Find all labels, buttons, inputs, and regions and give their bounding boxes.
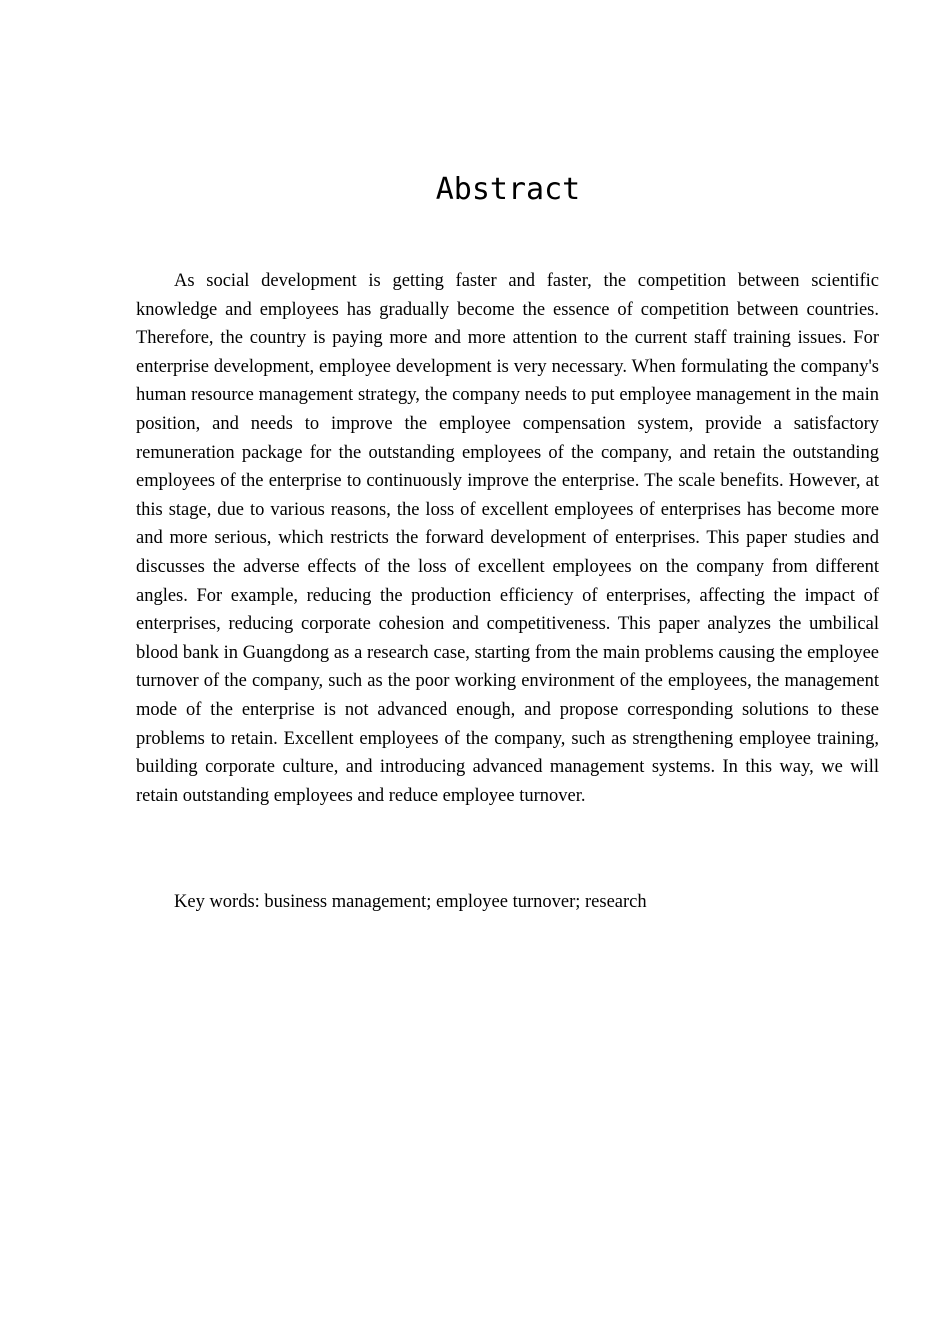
abstract-title: Abstract bbox=[435, 172, 581, 207]
keywords-line: Key words: business management; employee turnover; research bbox=[174, 892, 647, 912]
abstract-paragraph: As social development is getting faster and faster, the competition between scientific knowledge and employees has gradually become the essence of competition between countries. Therefore, the country is paying more and more attention to the current staff training issues. For enterprise development, employee development is very necessary. When formulating the company's human resource management strategy, the company needs to put employee management in the main position, and needs to improve the employee compensation system, provide a satisfactory remuneration package for the outstanding employees of the company, and retain the outstanding employees of the enterprise to continuously improve the enterprise. The scale benefits. However, at this stage, due to various reasons, the loss of excellent employees of enterprises has become more and more serious, which restricts the forward development of enterprises. This paper studies and discusses the adverse effects of the loss of excellent employees on the company from different angles. For example, reducing the production efficiency of enterprises, affecting the impact of enterprises, reducing corporate cohesion and competitiveness. This paper analyzes the umbilical blood bank in Guangdong as a research case, starting from the main problems causing the employee turnover of the company, such as the poor working environment of the employees, the management mode of the enterprise is not advanced enough, and propose corresponding solutions to these problems to retain. Excellent employees of the company, such as strengthening employee training, building corporate culture, and introducing advanced management systems. In this way, we will retain outstanding employees and reduce employee turnover. bbox=[136, 271, 879, 806]
